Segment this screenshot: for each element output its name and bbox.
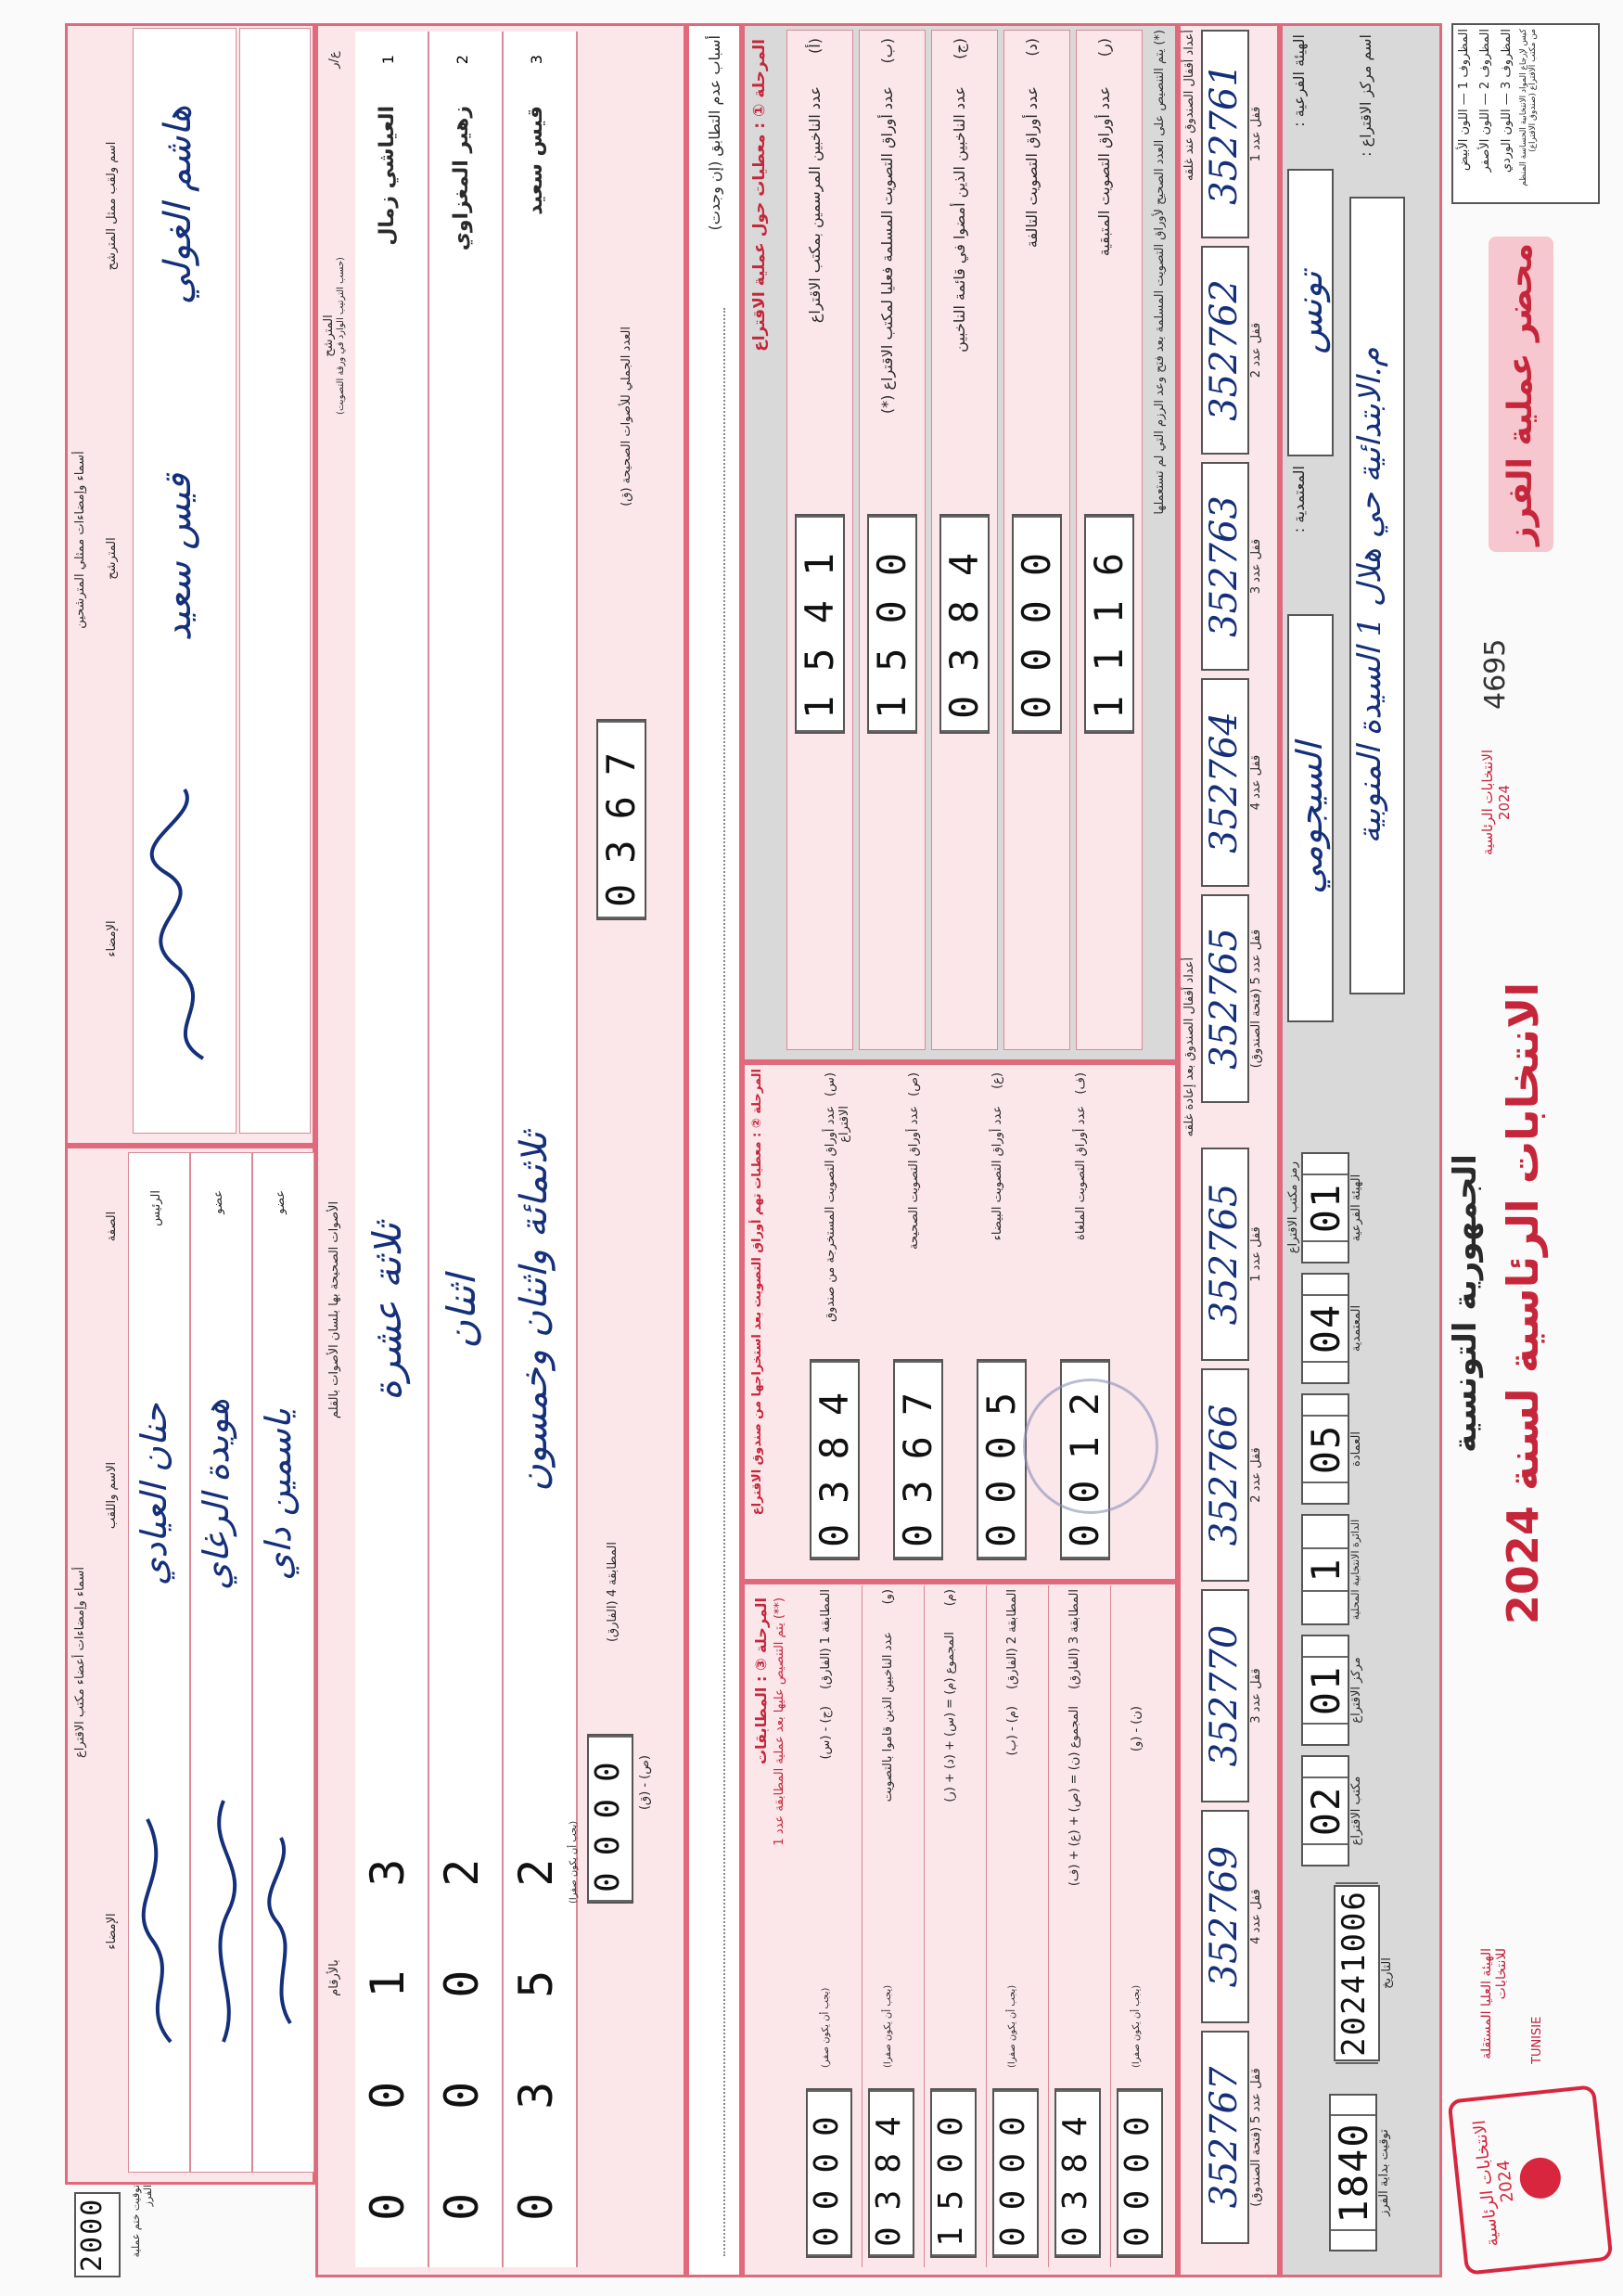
code-value: 01 xyxy=(1303,1656,1348,1725)
row-code: (ع) xyxy=(990,1072,1004,1089)
row-label: عدد أوراق التصويت الصحيحة xyxy=(907,1106,921,1251)
candidate-number: 2 xyxy=(454,55,471,65)
date-value: 20241006 xyxy=(1335,1882,1378,2064)
locks-before-label: أعداد أقفال الصندوق عند غلقه xyxy=(1182,30,1196,182)
elections-logo xyxy=(1479,747,1572,858)
lock-label: قفل عدد 3 xyxy=(1249,538,1263,595)
row-code: (م) xyxy=(943,1589,957,1607)
stage2-row xyxy=(796,1069,879,1570)
legend-label: المظروف 1 xyxy=(1457,29,1471,90)
stage3-value[interactable] xyxy=(868,2088,914,2258)
signature-icon xyxy=(138,743,231,1114)
stage1-footnote: (*) يتم التنصيص على العدد الصحيح لأوراق التصويت المسلمة بعد فتح وعد الرزم التي لم تستعملها xyxy=(1153,30,1167,515)
locks-after xyxy=(1201,1148,1280,2261)
rep-col-candidate: المترشح xyxy=(105,537,119,580)
reasons-label: أسباب عدم التطابق (إن وجدت) xyxy=(706,35,723,231)
results-table xyxy=(315,23,686,2277)
digits: 0000 xyxy=(1014,516,1060,732)
lock-after[interactable] xyxy=(1201,2031,1280,2244)
start-time-field[interactable] xyxy=(1329,2094,1391,2251)
lock-value: 352763 xyxy=(1201,462,1249,671)
lock-label: قفل عدد 5 (فتحة الصندوق) xyxy=(1249,929,1263,1069)
stage1-row xyxy=(859,30,926,1050)
stage1-row xyxy=(786,30,853,1050)
stage3-row xyxy=(863,1585,925,2267)
regional-body-value: تونس xyxy=(1289,271,1330,354)
row-label: عدد أوراق التصويت المسلمة فعليا لمكتب الاقتراع (*) xyxy=(878,86,896,415)
representatives-block xyxy=(65,23,315,1146)
regional-body-field[interactable] xyxy=(1287,169,1334,456)
locks-before xyxy=(1201,30,1280,1124)
row-label: عدد الناخبين الذين أمضوا في قائمة الناخبين xyxy=(951,86,968,353)
digits: 0000 xyxy=(1118,2090,1161,2256)
member-name[interactable]: حنان العيادي xyxy=(134,1403,174,1586)
reasons-row xyxy=(686,23,742,2277)
stage1-value[interactable] xyxy=(1084,514,1134,734)
digits: 1500 xyxy=(932,2090,975,2256)
digits: 0352 xyxy=(509,1775,563,2221)
check-hint: (يجب أن يكون صفرا) xyxy=(1007,1984,1017,2068)
row-code: (ج) xyxy=(951,38,968,59)
stage3-row xyxy=(925,1585,987,2267)
legend-value: اللون الوردي xyxy=(1500,109,1514,173)
candidate-name: زهير المغزاوي xyxy=(450,106,473,251)
votes-words[interactable]: ثلاثة عشرة xyxy=(364,1223,410,1402)
stage3-rows xyxy=(800,1585,1172,2267)
check-name: المطابقة 3 (الفارق) xyxy=(1067,1589,1081,1690)
circonscription-field[interactable] xyxy=(1287,614,1334,1022)
check-formula: (م) - (ب) xyxy=(1005,1706,1019,1756)
legend-label: المظروف 2 xyxy=(1478,29,1492,90)
member-name[interactable]: ياسمين داي xyxy=(258,1408,299,1581)
table-row xyxy=(429,32,504,2267)
lock-label: قفل عدد 4 xyxy=(1249,754,1263,811)
lock-value: 352765 xyxy=(1201,894,1249,1103)
legend-row-2: المظروف 2 — اللون الأصفر xyxy=(1478,29,1492,173)
signature-icon xyxy=(196,1782,247,2060)
digits: 0384 xyxy=(1056,2090,1099,2256)
row-label: عدد أوراق التصويت البيضاء xyxy=(990,1106,1004,1241)
page-number: 4695 xyxy=(1479,638,1512,710)
row-label: عدد أوراق التصويت المتبقية xyxy=(1095,86,1113,257)
check-formula: (ج) - (س) xyxy=(819,1706,833,1760)
stage1-row xyxy=(931,30,998,1050)
lock-label: قفل عدد 2 xyxy=(1249,1447,1263,1503)
members-col-signature: الإمضاء xyxy=(105,1913,119,1950)
code-field-label: العمادة xyxy=(1349,1431,1363,1467)
check-hint: (يجب أن يكون صفرا) xyxy=(1131,1984,1142,2068)
stage1-row xyxy=(1003,30,1070,1050)
members-col-role: الصفة xyxy=(105,1211,119,1242)
row-code: (ر) xyxy=(1095,38,1113,58)
start-time-label: توقيت بداية الفرز xyxy=(1377,2129,1391,2216)
col-num-header: ع/ر xyxy=(327,51,341,69)
code-value: 1 xyxy=(1303,1547,1348,1591)
digits: 0013 xyxy=(361,1775,415,2221)
legend-value: اللون الأبيض xyxy=(1457,109,1471,172)
report-title: محضر عملية الفرز xyxy=(1489,237,1553,552)
stage2-title: المرحلة ② : معطيات تهم أوراق التصويت بعد استخراجها من صندوق الاقتراع xyxy=(750,1069,764,1516)
stage3-title: المرحلة ③ : المطابقات xyxy=(752,1597,770,1765)
isie-logo xyxy=(1448,2084,1614,2276)
row-code: (س) xyxy=(824,1072,837,1097)
stage3-value[interactable] xyxy=(992,2088,1039,2258)
stage3-block xyxy=(742,1582,1178,2277)
stage2-value[interactable] xyxy=(977,1359,1027,1560)
lock-after[interactable] xyxy=(1201,1810,1280,2023)
office-members-block xyxy=(65,1146,315,2185)
votes-words[interactable]: اثنان xyxy=(439,1275,484,1349)
center-label: اسم مركز الاقتراع : xyxy=(1357,34,1374,157)
digits: 1116 xyxy=(1086,516,1132,732)
check4-label: المطابقة 4 (الفارق) xyxy=(606,1542,620,1643)
lock-before[interactable] xyxy=(1201,678,1280,887)
row-code: (د) xyxy=(1023,38,1041,57)
row-label: عدد أوراق التصويت التالفة xyxy=(1023,86,1041,249)
rep-signature[interactable] xyxy=(138,743,231,1114)
regional-body-label: الهيئة الفرعية : xyxy=(1290,34,1308,127)
code-field[interactable] xyxy=(1301,1514,1394,1625)
lock-before[interactable] xyxy=(1201,246,1280,455)
votes-digits[interactable] xyxy=(509,1776,563,2221)
code-field[interactable] xyxy=(1301,1393,1394,1505)
results-rows xyxy=(355,32,578,2267)
code-value: 01 xyxy=(1303,1174,1348,1243)
check4-value[interactable] xyxy=(587,1734,633,1904)
digits: 0002 xyxy=(435,1775,489,2221)
lock-value: 352762 xyxy=(1201,246,1249,455)
code-field-label: الهيئة الفرعية xyxy=(1349,1174,1363,1242)
digits: 0000 xyxy=(994,2090,1037,2256)
col-candidate-header xyxy=(322,95,346,577)
rep-name[interactable]: هاشم الغولي xyxy=(157,105,199,305)
stage3-note: (**) يتم التنصيص عليها بعد عملية المطابقة عدد 1 xyxy=(773,1597,786,1846)
digits: 0012 xyxy=(1062,1361,1108,1558)
check-hint: (يجب أن يكون صفر) xyxy=(821,1987,831,2068)
lock-label: قفل عدد 4 xyxy=(1249,1889,1263,1944)
isie-latin: TUNISIE xyxy=(1530,2016,1544,2064)
members-col-name: الاسم واللقب xyxy=(105,1461,119,1530)
member-role: عضو xyxy=(211,1190,225,1214)
stage2-value[interactable] xyxy=(810,1359,860,1560)
rep-col-name: اسم ولقب ممثل المترشح xyxy=(105,141,119,271)
stage1-rows xyxy=(786,30,1148,1050)
end-time-label: توقيت ختم عملية الفرز xyxy=(130,2185,154,2258)
end-time-value[interactable] xyxy=(74,2192,121,2277)
row-code: (ص) xyxy=(907,1072,921,1097)
candidate-number: 3 xyxy=(528,55,545,65)
stage2-row xyxy=(963,1069,1046,1570)
code-field[interactable] xyxy=(1301,1152,1394,1263)
table-row xyxy=(355,32,429,2267)
stage2-block xyxy=(742,1062,1178,1582)
member-role: عضو xyxy=(274,1190,288,1214)
total-label: العدد الجملي للأصوات الصحيحة (ق) xyxy=(620,327,633,507)
end-time-block xyxy=(65,2185,315,2277)
locks-row xyxy=(1178,23,1280,2277)
check-hint: (يجب أن يكون صفرا) xyxy=(883,1984,893,2068)
reasons-field[interactable] xyxy=(722,308,725,2256)
stage1-block xyxy=(742,23,1178,1062)
col-digits-header: بالأرقام xyxy=(327,1959,341,1996)
stamp-text: الانتخابات الرئاسية 2024 xyxy=(1469,2119,1518,2248)
lock-after[interactable] xyxy=(1201,1368,1280,1582)
digits: 0367 xyxy=(895,1361,941,1558)
lock-before[interactable] xyxy=(1201,30,1280,238)
digits: 0384 xyxy=(812,1361,858,1558)
digits: 0000 xyxy=(808,2090,850,2256)
rep-candidate[interactable]: قيس سعيد xyxy=(157,473,199,642)
digits: 2000 xyxy=(76,2197,109,2272)
legend-label: المظروف 3 xyxy=(1500,29,1514,90)
stage1-title: المرحلة ① : معطيات حول عملية الاقتراع xyxy=(750,39,769,352)
code-value: 05 xyxy=(1303,1415,1348,1484)
stage3-row xyxy=(1111,1585,1172,2267)
center-field[interactable] xyxy=(1349,197,1405,994)
member-row xyxy=(128,1152,190,2173)
isie-name: الهيئة العليا المستقلة للانتخابات xyxy=(1479,1948,1509,2059)
row-code: (أ) xyxy=(806,38,824,54)
lock-value: 352770 xyxy=(1201,1589,1249,1802)
stage1-value[interactable] xyxy=(867,514,917,734)
row-code: (ف) xyxy=(1074,1072,1088,1095)
candidate-name: العياشي زمال xyxy=(376,106,399,246)
flag-emblem-icon xyxy=(1518,2156,1563,2200)
legend-row-3: المظروف 3 — اللون الوردي xyxy=(1500,29,1514,173)
republic-title: الجمهورية التونسية xyxy=(1447,1154,1484,1453)
legend-row-1: المظروف 1 — اللون الأبيض xyxy=(1457,29,1471,172)
code-value: 02 xyxy=(1303,1777,1348,1846)
total-value[interactable] xyxy=(596,719,646,920)
header-strip xyxy=(1442,23,1609,2277)
col-candidate-title: المترشح xyxy=(322,314,336,357)
identification-block xyxy=(1280,23,1442,2277)
member-name[interactable]: هويدة الرغاي xyxy=(196,1398,236,1591)
circonscription-value: السيجومي xyxy=(1289,742,1330,894)
row-label: عدد أوراق التصويت المستخرجة من صندوق الاقتراع xyxy=(824,1106,851,1322)
stage3-value[interactable] xyxy=(1117,2088,1163,2258)
code-field-label: الدائرة الانتخابية المحلية xyxy=(1349,1519,1361,1621)
lock-value: 352765 xyxy=(1201,1148,1249,1361)
row-code: (و) xyxy=(881,1589,895,1605)
stage1-value[interactable] xyxy=(1012,514,1062,734)
lock-label: قفل عدد 3 xyxy=(1249,1668,1263,1724)
code-label: رمز مكتب الاقتراع xyxy=(1286,1161,1300,1254)
row-label: عدد أوراق التصويت الملغاة xyxy=(1074,1106,1088,1240)
lock-label: قفل عدد 1 xyxy=(1249,106,1263,162)
col-candidate-subtitle: (حسب الترتيب الوارد في ورقة التصويت) xyxy=(336,257,346,415)
stage1-value[interactable] xyxy=(939,514,990,734)
lock-after[interactable] xyxy=(1201,1589,1280,1802)
digits: 0384 xyxy=(941,516,988,732)
col-words-header: الأصوات الصحيحة بها بلسان الأصوات بالقلم xyxy=(327,1200,341,1419)
lock-value: 352769 xyxy=(1201,1810,1249,2023)
circonscription-label: المعتمدية : xyxy=(1290,466,1308,533)
digits: 0367 xyxy=(598,721,645,918)
member-role: الرئيس xyxy=(149,1190,163,1226)
table-row xyxy=(504,32,578,2267)
code-value: 04 xyxy=(1303,1294,1348,1364)
code-field[interactable] xyxy=(1301,1755,1394,1866)
stage1-value[interactable] xyxy=(795,514,845,734)
digits: 1541 xyxy=(797,516,843,732)
row-code: (ب) xyxy=(878,38,896,64)
digits: 1500 xyxy=(869,516,915,732)
lock-value: 352764 xyxy=(1201,678,1249,887)
lock-value: 352767 xyxy=(1201,2031,1249,2244)
candidate-number: 1 xyxy=(379,55,397,65)
stage3-row xyxy=(987,1585,1049,2267)
votes-words[interactable]: ثلاثمائة واثنان وخمسون xyxy=(513,1132,556,1492)
check-formula: المجموع (ن) = (ص) + (ع) + (ف) xyxy=(1067,1706,1081,1887)
stage3-row xyxy=(800,1585,863,2267)
digits: 0000 xyxy=(589,1736,632,1902)
check-formula: المجموع (م) = (س) + (د) + (ر) xyxy=(943,1632,957,1802)
stage3-row xyxy=(1049,1585,1111,2267)
rep-row xyxy=(133,28,236,1134)
code-field-label: مركز الاقتراع xyxy=(1349,1657,1363,1724)
row-label: عدد الناخبين المرسمين بمكتب الاقتراع xyxy=(806,86,824,324)
rep-col-signature: الإمضاء xyxy=(105,920,119,957)
legend-note: كيس لإرجاع المواد الانتخابية الحساسة المنظم من مكتب الاقتراع (صندوق الاقتراع) xyxy=(1519,29,1538,186)
lock-after[interactable] xyxy=(1201,1148,1280,1361)
stage2-row xyxy=(879,1069,963,1570)
digits: 0384 xyxy=(870,2090,913,2256)
legend-value: اللون الأصفر xyxy=(1478,109,1492,173)
digits: 0005 xyxy=(978,1361,1025,1558)
stage3-value[interactable] xyxy=(806,2088,852,2258)
lock-label: قفل عدد 5 (فتحة الصندوق) xyxy=(1249,2068,1263,2207)
member-row xyxy=(190,1152,252,2173)
check-formula: (ن) - (و) xyxy=(1130,1706,1144,1752)
representatives-title: أسماء وإمضاءات ممثلي المترشحين xyxy=(73,451,87,629)
lock-label: قفل عدد 1 xyxy=(1249,1226,1263,1282)
stage3-value[interactable] xyxy=(930,2088,977,2258)
elections-logo-text: الانتخابات الرئاسية 2024 xyxy=(1479,749,1513,856)
election-title: الانتخابات الرئاسية لسنة 2024 xyxy=(1498,981,1548,1625)
stage2-value[interactable] xyxy=(893,1359,943,1560)
lock-before[interactable] xyxy=(1201,894,1280,1103)
code-fields xyxy=(1301,1152,1394,1876)
stage3-value[interactable] xyxy=(1054,2088,1101,2258)
members-rows xyxy=(128,1152,314,2173)
signature-icon xyxy=(134,1782,185,2060)
locks-after-label: أعداد أقفال الصندوق بعد إعادة غلقه xyxy=(1182,957,1196,1137)
members-title: أسماء وإمضاءات أعضاء مكتب الاقتراع xyxy=(73,1567,87,1758)
lock-value: 352766 xyxy=(1201,1368,1249,1582)
stage1-row xyxy=(1076,30,1143,1050)
code-field-label: المعتمدية xyxy=(1349,1304,1363,1353)
official-stamp-icon xyxy=(1023,1379,1158,1514)
member-row xyxy=(252,1152,314,2173)
date-label: التاريخ xyxy=(1380,1957,1394,1989)
votes-digits[interactable] xyxy=(361,1776,415,2221)
signature-icon xyxy=(258,1782,309,2060)
check-name: المطابقة 1 (الفارق) xyxy=(819,1589,833,1690)
check4-hint: (يجب أن يكون صفرا) xyxy=(569,1820,579,1904)
code-field[interactable] xyxy=(1301,1273,1394,1384)
lock-label: قفل عدد 2 xyxy=(1249,322,1263,378)
votes-digits[interactable] xyxy=(435,1776,489,2221)
check-name: المطابقة 2 (الفارق) xyxy=(1005,1589,1019,1690)
center-value: م.الابتدائية حي هلال 1 السيدة المنوبية xyxy=(1351,347,1388,844)
envelope-legend xyxy=(1451,23,1600,204)
check-formula: عدد الناخبين الذين قاموا بالتصويت xyxy=(881,1632,895,1802)
code-field[interactable] xyxy=(1301,1635,1394,1746)
rep-row-empty xyxy=(239,28,311,1134)
code-field-label: مكتب الاقتراع xyxy=(1349,1776,1363,1846)
lock-before[interactable] xyxy=(1201,462,1280,671)
check4-formula: (ص) - (ق) xyxy=(638,1755,652,1811)
date-field[interactable] xyxy=(1334,1885,1394,2061)
candidate-name: قيس سعيد xyxy=(524,106,547,215)
lock-value: 352761 xyxy=(1201,30,1249,238)
start-time-value: 1840 xyxy=(1331,2114,1375,2230)
